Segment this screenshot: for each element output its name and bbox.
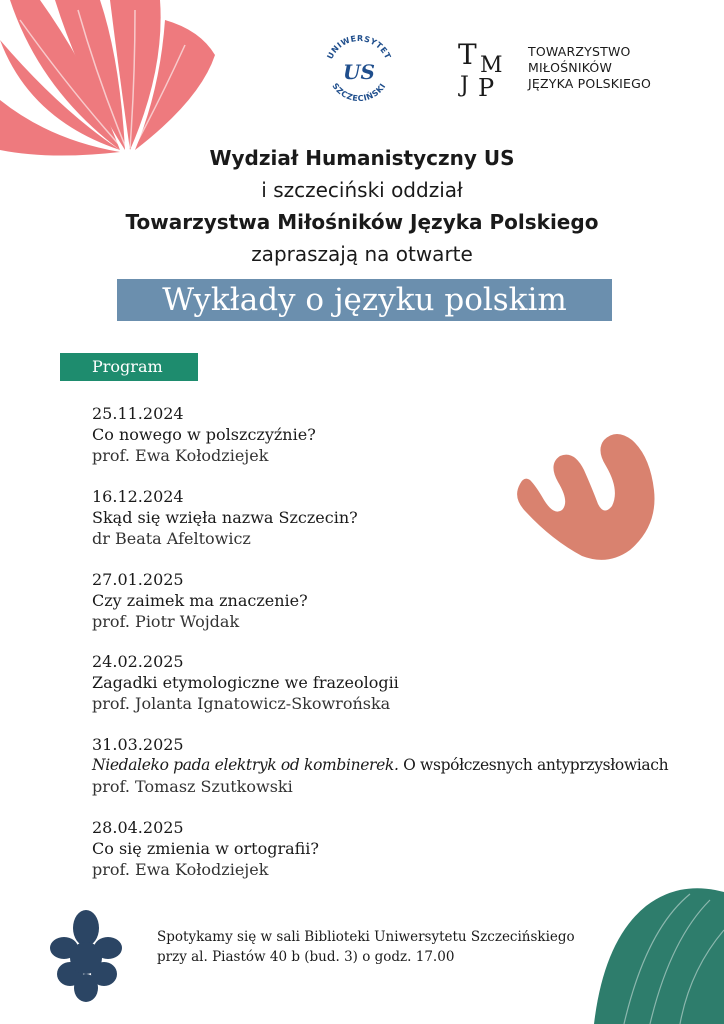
event-speaker: prof. Ewa Kołodziejek <box>92 860 269 879</box>
header-line-4: zapraszają na otwarte <box>251 242 473 266</box>
svg-text:UNIWERSYTET: UNIWERSYTET <box>325 33 393 61</box>
teal-leaf-decoration <box>590 880 724 1024</box>
header-line-3: Towarzystwa Miłośników Języka Polskiego <box>125 210 599 234</box>
event-title: Skąd się wzięła nazwa Szczecin? <box>92 508 358 527</box>
event-title: Co nowego w polszczyźnie? <box>92 425 316 444</box>
tmjp-line-2: MIŁOŚNIKÓW <box>528 60 613 75</box>
event-title-italic: Niedaleko pada elektryk od kombinerek. <box>92 756 399 774</box>
event-title: Co się zmienia w ortografii? <box>92 839 319 858</box>
header-line-1: Wydział Humanistyczny US <box>209 146 515 170</box>
tmjp-logo-mark <box>456 34 520 112</box>
event-date: 25.11.2024 <box>92 404 184 423</box>
event-date: 24.02.2025 <box>92 652 184 671</box>
event-date: 16.12.2024 <box>92 487 184 506</box>
svg-text:T: T <box>458 38 477 71</box>
svg-text:P: P <box>478 74 495 102</box>
event-date: 28.04.2025 <box>92 818 184 837</box>
event-speaker: prof. Piotr Wojdak <box>92 612 240 631</box>
navy-flower-decoration <box>48 908 124 1004</box>
event-item-6 <box>92 817 692 881</box>
tmjp-line-3: JĘZYKA POLSKIEGO <box>528 76 652 91</box>
event-item-5 <box>92 734 692 798</box>
svg-text:M: M <box>480 53 503 78</box>
event-title: Zagadki etymologiczne we frazeologii <box>92 673 399 692</box>
event-speaker: prof. Ewa Kołodziejek <box>92 446 269 465</box>
event-title: Czy zaimek ma znaczenie? <box>92 591 308 610</box>
event-item-1 <box>92 403 692 467</box>
tmjp-logo-text <box>528 44 651 92</box>
venue-info <box>157 927 575 967</box>
event-item-4 <box>92 651 692 715</box>
svg-text:J: J <box>460 73 469 98</box>
university-szczecin-logo <box>320 30 398 108</box>
header-line-2: i szczeciński oddział <box>261 178 463 202</box>
event-title-rest: O współczesnych antyprzysłowiach <box>398 756 669 774</box>
event-item-2 <box>92 486 692 550</box>
event-speaker: prof. Jolanta Ignatowicz-Skowrońska <box>92 694 391 713</box>
event-speaker: dr Beata Afeltowicz <box>92 529 251 548</box>
venue-line-2: przy al. Piastów 40 b (bud. 3) o godz. 17.00 <box>157 949 455 965</box>
event-speaker: prof. Tomasz Szutkowski <box>92 777 293 796</box>
event-title <box>92 755 692 776</box>
coral-leaf-decoration <box>0 0 220 160</box>
venue-line-1: Spotykamy się w sali Biblioteki Uniwersytetu Szczecińskiego <box>157 929 575 945</box>
tmjp-line-1: TOWARZYSTWO <box>528 44 631 59</box>
event-date: 31.03.2025 <box>92 735 184 754</box>
svg-text:SZCZECIŃSKI: SZCZECIŃSKI <box>330 81 388 104</box>
svg-text:US: US <box>343 60 375 84</box>
event-date: 27.01.2025 <box>92 570 184 589</box>
event-item-3 <box>92 569 692 633</box>
lecture-series-banner: Wykłady o języku polskim <box>117 279 612 321</box>
program-label: Program <box>60 353 198 381</box>
